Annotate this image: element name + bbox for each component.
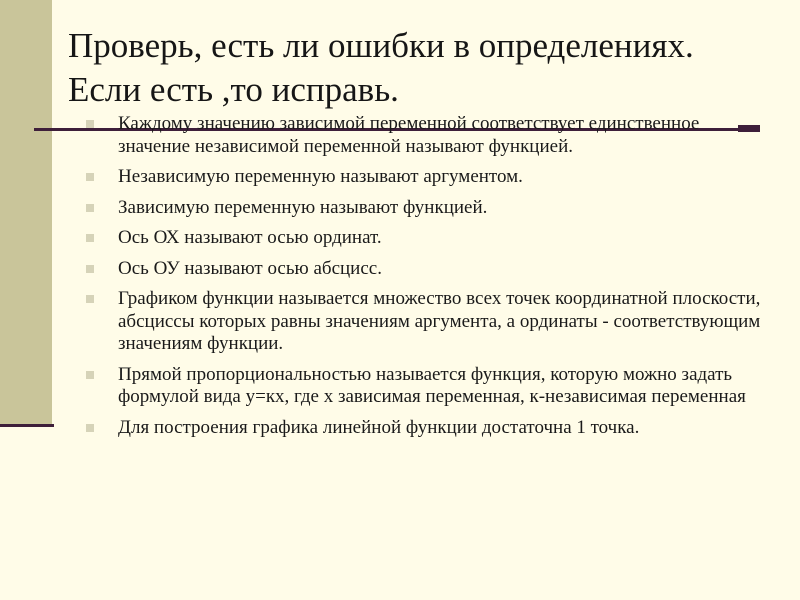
list-item	[80, 197, 770, 220]
bullet-text: Графиком функции называется множество всех точек координатной плоскости, абсциссы которых равны значениям аргумента, а ординаты - соответствующим значениям функции.	[118, 288, 761, 354]
list-item	[80, 227, 770, 250]
square-bullet-icon	[86, 173, 94, 181]
square-bullet-icon	[86, 295, 94, 303]
bullet-text: Независимую переменную называют аргументом.	[118, 166, 523, 187]
left-bar-rule	[0, 424, 54, 427]
list-item	[80, 113, 770, 158]
list-item	[80, 364, 770, 409]
square-bullet-icon	[86, 204, 94, 212]
slide-title	[68, 24, 768, 112]
square-bullet-icon	[86, 120, 94, 128]
bullet-text: Зависимую переменную называют функцией.	[118, 196, 488, 218]
bullet-text: Для построения графика линейной функции достаточна 1 точка.	[118, 416, 640, 438]
bullet-text: Ось ОУ называют осью абсцисс.	[118, 257, 382, 279]
bullet-text: Ось ОХ называют осью ординат.	[118, 227, 382, 248]
list-item	[80, 166, 770, 189]
list-item	[80, 417, 770, 440]
square-bullet-icon	[86, 371, 94, 379]
square-bullet-icon	[86, 234, 94, 242]
bullet-text: Прямой пропорциональностью называется функция, которую можно задать формулой вида у=кх, где х зависимая переменная, к-независимая переменная	[118, 363, 746, 407]
left-decorative-bar	[0, 0, 52, 425]
bullet-list	[80, 113, 770, 447]
list-item	[80, 258, 770, 281]
list-item	[80, 288, 770, 356]
square-bullet-icon	[86, 265, 94, 273]
title-line-2: Если есть ,то исправь.	[68, 70, 399, 109]
square-bullet-icon	[86, 424, 94, 432]
title-line-1: Проверь, есть ли ошибки в определениях.	[68, 26, 694, 65]
bullet-text: Каждому значению зависимой переменной соответствует единственное значение независимой переменной называют функцией.	[118, 113, 700, 157]
